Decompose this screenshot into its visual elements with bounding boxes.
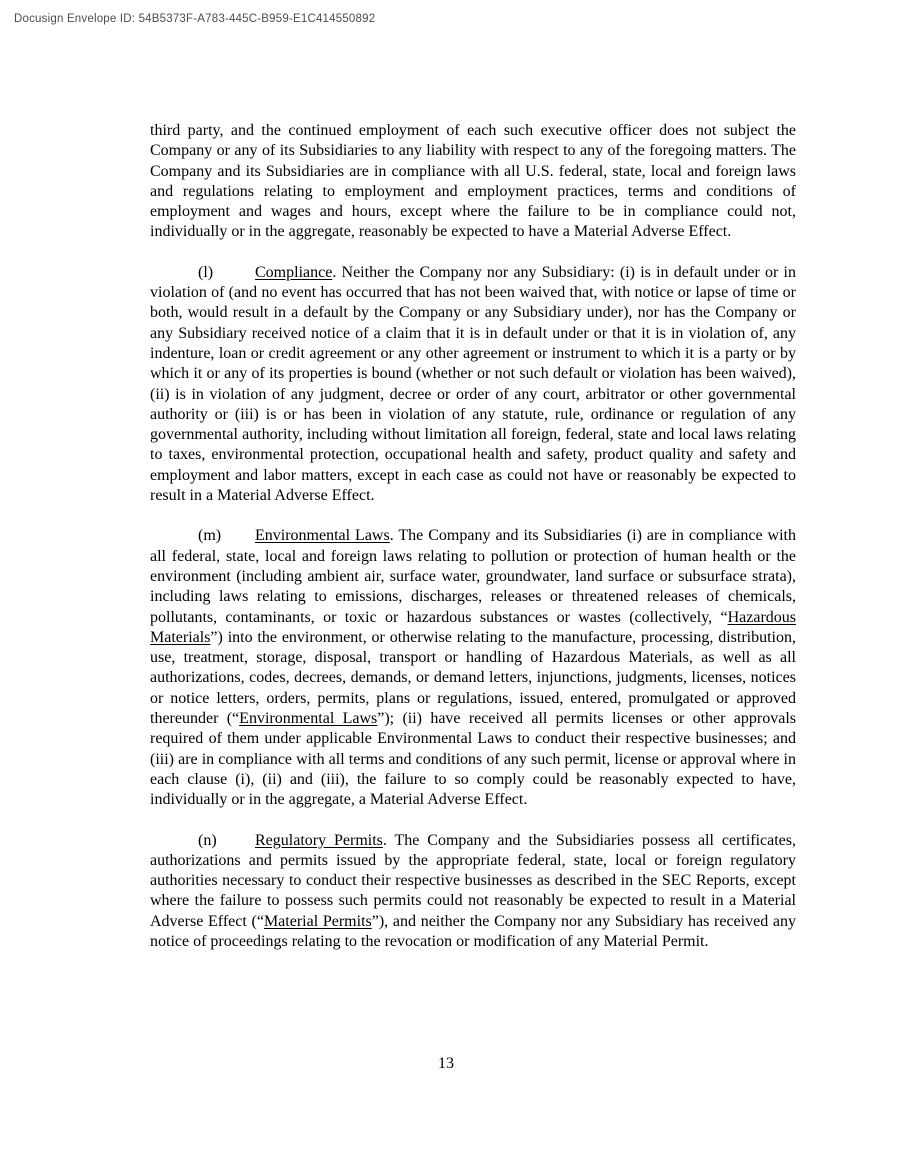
docusign-envelope-id: Docusign Envelope ID: 54B5373F-A783-445C-B959-E1C414550892	[14, 13, 376, 25]
clause-heading-environmental-laws: Environmental Laws	[255, 527, 390, 545]
clause-m-body-text-1: . The Company and its Subsidiaries (i) are in compliance with all federal, state, local and foreign laws relating to pollution or protection of human health or the environment (including ambient air, surface water, groundwater, land surface or subsurface strata), including laws relating to emissions, discharges, releases or threatened releases of chemicals, pollutants, contaminants, or toxic or hazardous substances or wastes (collectively, “	[150, 527, 796, 626]
paragraph-n-regulatory-permits	[150, 831, 796, 953]
clause-label-n: (n)	[198, 831, 217, 849]
paragraph-continuation-text: third party, and the continued employment of each such executive officer does not subject the Company or any of its Subsidiaries to any liability with respect to any of the foregoing matters. The Company and its Subsidiaries are in compliance with all U.S. federal, state, local and foreign laws and regulations relating to employment and employment practices, terms and conditions of employment and wages and hours, except where the failure to be in compliance could not, individually or in the aggregate, reasonably be expected to have a Material Adverse Effect.	[150, 122, 796, 241]
clause-m-body-text-2: ”) into the environment, or otherwise relating to the manufacture, processing, distribution, use, treatment, storage, disposal, transport or handling of Hazardous Materials, as well as all authorizations, codes, decrees, demands, or demand letters, injunctions, judgments, licenses, notices or notice letters, orders, permits, plans or regulations, issued, entered, promulgated or approved thereunder (“	[150, 628, 796, 728]
paragraph-l-compliance	[150, 263, 796, 507]
document-text-block	[150, 121, 796, 972]
paragraph-continuation	[150, 121, 796, 243]
clause-heading-compliance: Compliance	[255, 263, 333, 281]
clause-heading-regulatory-permits: Regulatory Permits	[255, 831, 383, 849]
clause-n-body-text-1: . The Company and the Subsidiaries possess all certificates, authorizations and permits issued by the appropriate federal, state, local or foreign regulatory authorities necessary to conduct their respective businesses as described in the SEC Reports, except where the failure to possess such permits could not reasonably be expected to result in a Material Adverse Effect (“	[150, 831, 797, 930]
paragraph-m-environmental-laws	[150, 526, 796, 810]
defined-term-environmental-laws: Environmental Laws	[239, 710, 378, 728]
defined-term-material-permits: Material Permits	[263, 912, 372, 930]
clause-l-body-text: . Neither the Company nor any Subsidiary: (i) is in default under or in violation of (and no event has occurred that has not been waived that, with notice or lapse of time or both, would result in a default by the Company or any Subsidiary under), nor has the Company or any Subsidiary received notice of a claim that it is in default under or that it is in violation of, any indenture, loan or credit agreement or any other agreement or instrument to which it is a party or by which it or any of its properties is bound (whether or not such default or violation has been waived), (ii) is in violation of any judgment, decree or order of any court, arbitrator or other governmental authority or (iii) is or has been in violation of any statute, rule, ordinance or regulation of any governmental authority, including without limitation all foreign, federal, state and local laws relating to taxes, environmental protection, occupational health and safety, product quality and safety and employment and labor matters, except in each case as could not have or reasonably be expected to result in a Material Adverse Effect.	[150, 263, 796, 505]
clause-label-l: (l)	[198, 263, 214, 281]
page-number: 13	[438, 1055, 454, 1072]
clause-n-body-text-2: ”), and neither the Company nor any Subsidiary has received any notice of proceedings relating to the revocation or modification of any Material Permit.	[150, 912, 797, 950]
clause-label-m: (m)	[198, 527, 222, 545]
defined-term-hazardous-materials: Hazardous Materials	[150, 608, 796, 646]
clause-m-body-text-3: ”); (ii) have received all permits licenses or other approvals required of them under applicable Environmental Laws to conduct their respective businesses; and (iii) are in compliance with all terms and conditions of any such permit, license or approval where in each clause (i), (ii) and (iii), the failure to so comply could be reasonably expected to have, individually or in the aggregate, a Material Adverse Effect.	[150, 710, 797, 809]
